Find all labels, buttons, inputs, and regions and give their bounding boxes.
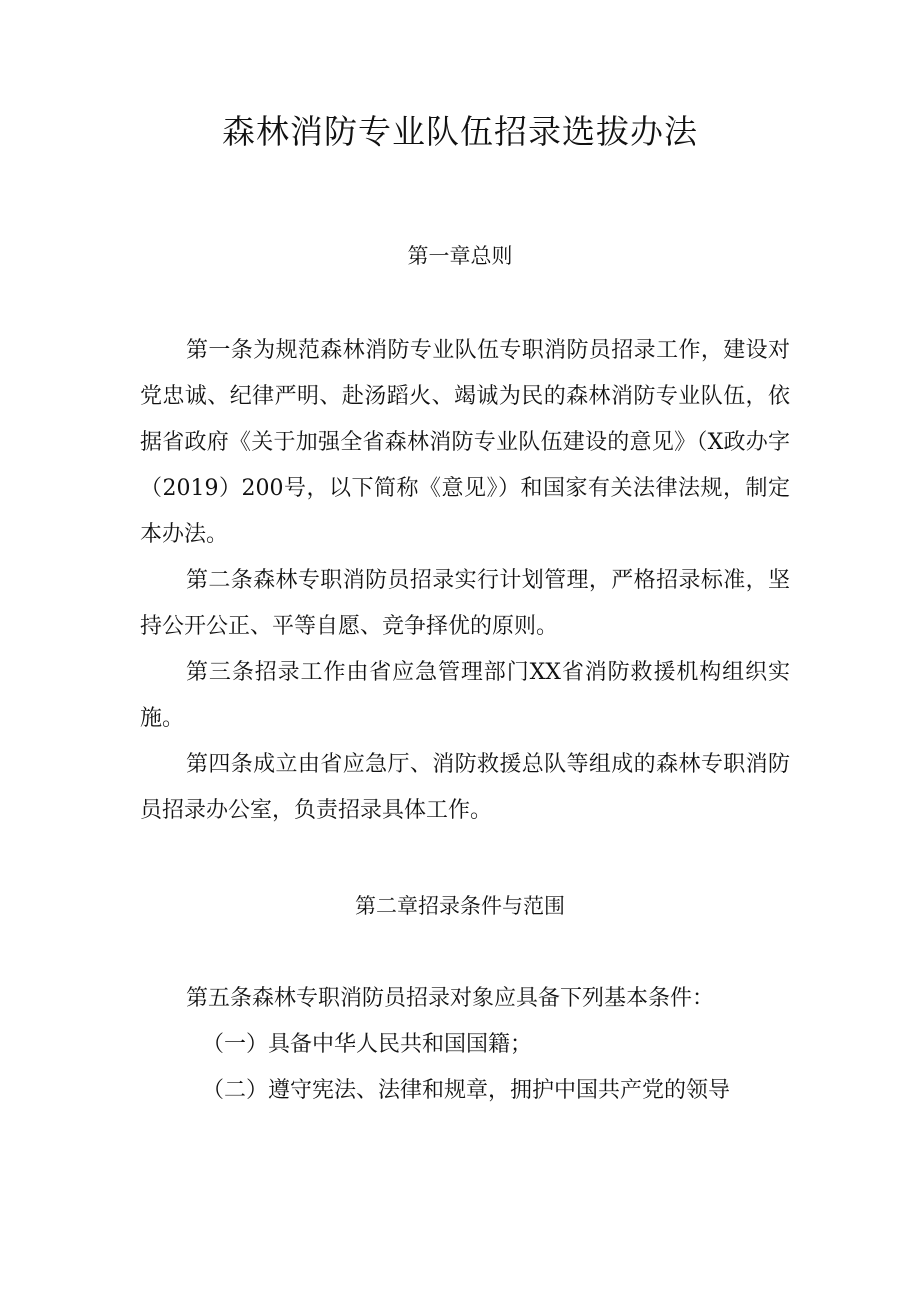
list-item-2: （二）遵守宪法、法律和规章，拥护中国共产党的领导 xyxy=(202,1078,731,1103)
article-1: 第一条为规范森林消防专业队伍专职消防员招录工作，建设对党忠诚、纪律严明、赴汤蹈火、竭诚为民的森林消防专业队伍，依据省政府《关于加强全省森林消防专业队伍建设的意见》（X政办字（2019）200号，以下简称《意见》）和国家有关法律法规，制定本办法。 xyxy=(140,338,790,547)
chapter-1-body xyxy=(140,328,790,834)
article-4: 第四条成立由省应急厅、消防救援总队等组成的森林专职消防员招录办公室，负责招录具体工作。 xyxy=(140,752,790,823)
chapter-heading-1: 第一章总则 xyxy=(407,244,513,268)
article-3: 第三条招录工作由省应急管理部门XX省消防救援机构组织实施。 xyxy=(140,660,790,731)
chapter-2-body xyxy=(140,976,790,1114)
chapter-heading-2: 第二章招录条件与范围 xyxy=(355,894,565,918)
list-item-1: （一）具备中华人民共和国国籍； xyxy=(202,1032,533,1057)
document-title: 森林消防专业队伍招录选拔办法 xyxy=(222,112,698,151)
article-2: 第二条森林专职消防员招录实行计划管理，严格招录标准，坚持公开公正、平等自愿、竞争择优的原则。 xyxy=(140,568,790,639)
article-5: 第五条森林专职消防员招录对象应具备下列基本条件： xyxy=(186,986,715,1011)
